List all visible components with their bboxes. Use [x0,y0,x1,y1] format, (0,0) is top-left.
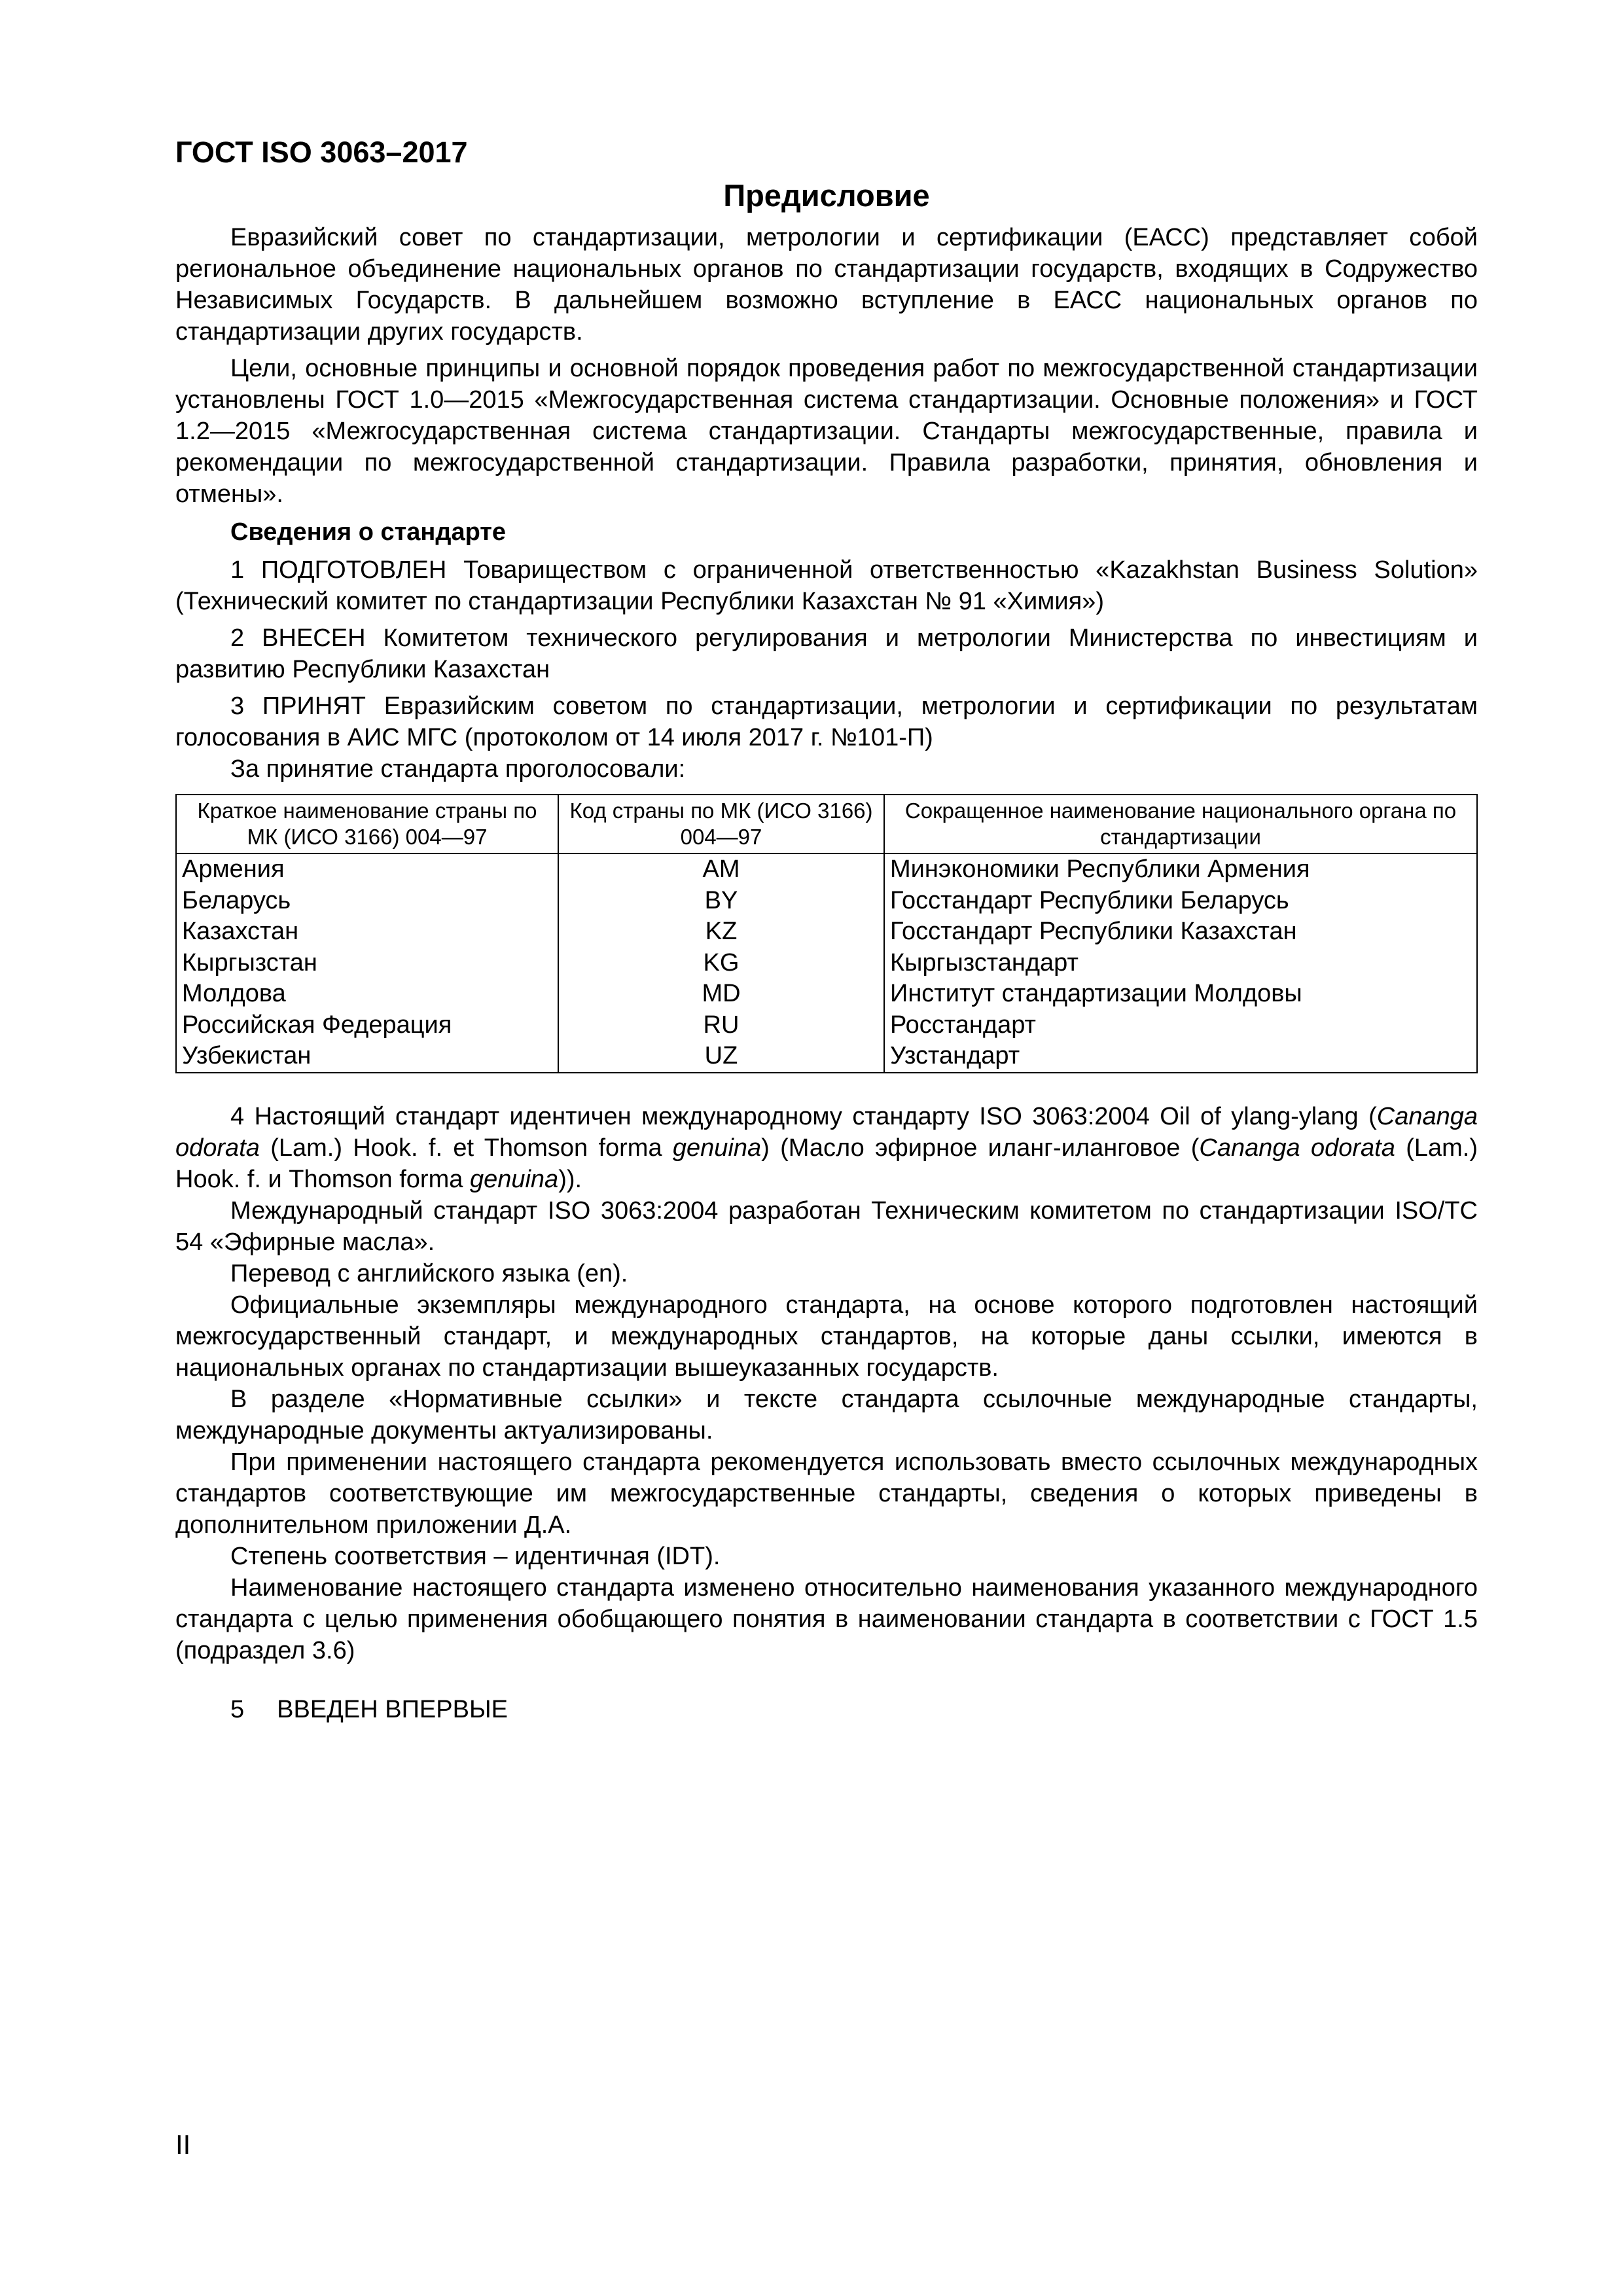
item-5-text: ВВЕДЕН ВПЕРВЫЕ [277,1695,508,1723]
intro-paragraph: Цели, основные принципы и основной порядок проведения работ по межгосударственной стандартизации установлены ГОСТ 1.0—2015 «Межгосударственная система стандартизации. Основные положения» и ГОСТ 1.2—2015 «Межгосударственная система стандартизации. Стандарты межгосударственные, правила и рекомендации по межгосударственной стандартизации. Правила разработки, принятия, обновления и отмены». [175,355,1478,508]
item-1: 1 ПОДГОТОВЛЕН Товариществом с ограниченной ответственностью «Kazakhstan Business Solution» (Технический комитет по стандартизации Республики Казахстан № 91 «Химия») [175,556,1478,615]
item-4-references: В разделе «Нормативные ссылки» и тексте стандарта ссылочные международные стандарты, международные документы актуализированы. [175,1385,1478,1444]
cell-country: Кыргызстан [176,948,558,979]
item-3-votes: За принятие стандарта проголосовали: [230,755,686,783]
table-header-row [176,795,1477,853]
item-4-developer: Международный стандарт ISO 3063:2004 разработан Техническим комитетом по стандартизации ISO/TC 54 «Эфирные масла». [175,1196,1478,1256]
form-name: genuina [469,1165,559,1193]
header-body: Сокращенное наименование национального органа по стандартизации [884,795,1477,853]
item-2: 2 ВНЕСЕН Комитетом технического регулирования и метрологии Министерства по инвестициям и развитию Республики Казахстан [175,624,1478,683]
page-number: II [175,2129,191,2160]
item-3: 3 ПРИНЯТ Евразийским советом по стандартизации, метрологии и сертификации по результатам голосования в АИС МГС (протоколом от 14 июля 2017 г. №101-П) [175,692,1478,751]
cell-body: Росстандарт [884,1010,1477,1041]
cell-body: Институт стандартизации Молдовы [884,978,1477,1010]
table-row [176,886,1477,917]
cell-code: KZ [558,916,884,948]
cell-code: AM [558,853,884,886]
intro-paragraph: Евразийский совет по стандартизации, метрологии и сертификации (ЕАСС) представляет собой региональное объединение национальных органов по стандартизации государств, входящих в Содружество Независимых Государств. В дальнейшем возможно вступление в ЕАСС национальных органов по стандартизации других государств. [175,224,1478,346]
item-4-text: (Lam.) Hook. f. и Thomson forma [175,1134,1478,1193]
cell-code: KG [558,948,884,979]
page-title: Предисловие [723,178,930,213]
cell-body: Узстандарт [884,1041,1477,1073]
table-row [176,1010,1477,1041]
species-name: Cananga odorata [1199,1134,1395,1162]
cell-body: Госстандарт Республики Беларусь [884,886,1477,917]
cell-country: Казахстан [176,916,558,948]
item-4 [175,1101,1478,1195]
cell-body: Минэкономики Республики Армения [884,853,1477,886]
cell-country: Узбекистан [176,1041,558,1073]
countries-table [175,794,1478,1073]
cell-body: Госстандарт Республики Казахстан [884,916,1477,948]
item-5 [175,1694,1478,1725]
table-row [176,1041,1477,1073]
table-row [176,948,1477,979]
cell-body: Кыргызстандарт [884,948,1477,979]
cell-code: RU [558,1010,884,1041]
item-4-name-change: Наименование настоящего стандарта изменено относительно наименования указанного международного стандарта с целью применения обобщающего понятия в наименовании стандарта в соответствии с ГОСТ 1.5 (подраздел 3.6) [175,1573,1478,1664]
cell-code: MD [558,978,884,1010]
item-4-text: ) (Масло эфирное иланг-иланговое ( [761,1134,1200,1162]
item-4-copies: Официальные экземпляры международного стандарта, на основе которого подготовлен настоящий межгосударственный стандарт, и международных стандартов, на которые даны ссылки, имеются в национальных органах по стандартизации вышеуказанных государств. [175,1291,1478,1382]
species-name: Cananga odorata [175,1102,1478,1162]
cell-country: Российская Федерация [176,1010,558,1041]
document-code: ГОСТ ISO 3063–2017 [175,135,468,169]
item-4-application: При применении настоящего стандарта рекомендуется использовать вместо ссылочных международных стандартов соответствующие им межгосударственные стандарты, сведения о которых приведены в дополнительном приложении Д.А. [175,1448,1478,1539]
header-country: Краткое наименование страны по МК (ИСО 3166) 004—97 [176,795,558,853]
section-heading: Сведения о стандарте [230,518,507,546]
item-5-number: 5 [230,1695,245,1723]
cell-country: Беларусь [176,886,558,917]
cell-country: Армения [176,853,558,886]
table-row [176,853,1477,886]
item-4-text: 4 Настоящий стандарт идентичен международному стандарту ISO 3063:2004 Oil of ylang-ylang ( [230,1102,1377,1130]
table-row [176,978,1477,1010]
header-code: Код страны по МК (ИСО 3166) 004—97 [558,795,884,853]
cell-code: BY [558,886,884,917]
cell-code: UZ [558,1041,884,1073]
form-name: genuina [672,1134,762,1162]
document-page [175,134,1478,1725]
item-4-degree: Степень соответствия – идентичная (IDT). [230,1542,721,1570]
table-row [176,916,1477,948]
cell-country: Молдова [176,978,558,1010]
item-4-text: )). [558,1165,582,1193]
item-4-translation: Перевод с английского языка (en). [230,1259,628,1287]
item-4-text: (Lam.) Hook. f. et Thomson forma [259,1134,673,1162]
